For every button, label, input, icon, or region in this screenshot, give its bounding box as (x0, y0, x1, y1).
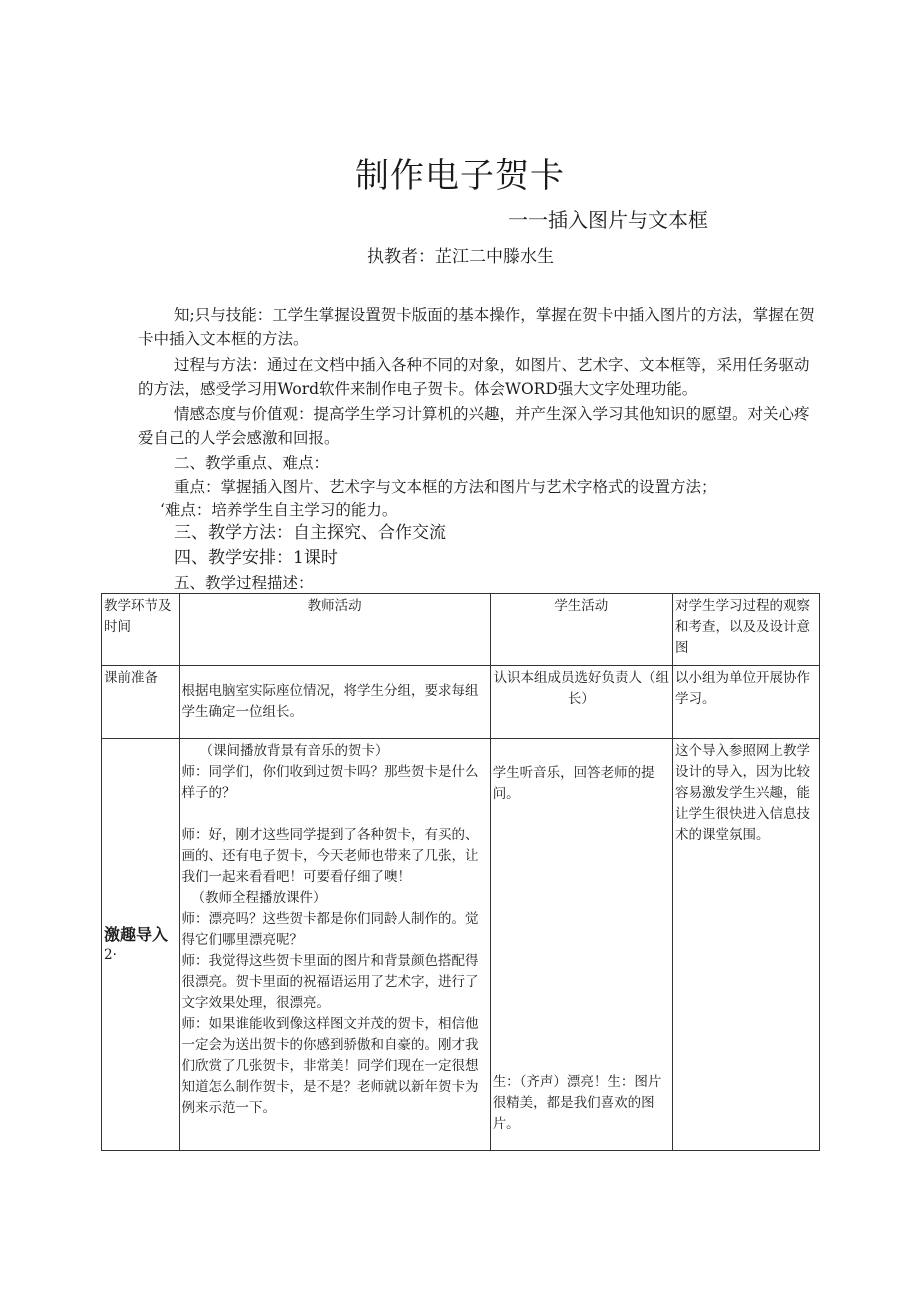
row2-student (490, 739, 672, 1151)
header-design: 对学生学习过程的观察和考查，以及及设计意图 (672, 594, 819, 666)
teacher-line: 师：如果谁能收到像这样图文并茂的贺卡，相信他一定会为送出贺卡的你感到骄傲和自豪的。刚才我们欣赏了几张贺卡，非常美！同学们现在一定很想知道怎么制作贺卡，是不是？老师就以新年贺卡为例来示范一下。 (181, 1016, 479, 1116)
teacher-line: （课间播放背景有音乐的贺卡） (199, 743, 389, 759)
author-line: 执教者：芷江二中滕水生 (367, 247, 554, 267)
table-row (102, 666, 820, 739)
teaching-process-table (101, 593, 820, 1151)
section-3-heading: 三、教学方法：自主探究、合作交流 (174, 523, 446, 543)
section-5-heading: 五、教学过程描述： (174, 574, 314, 592)
header-teacher: 教师活动 (179, 594, 490, 666)
row2-stage: 激趣导入 (104, 924, 169, 944)
section-4-heading: 四、教学安排：1课时 (174, 548, 338, 568)
student-line: 学生听音乐，回答老师的提问。 (492, 765, 655, 802)
objective-knowledge: 知;只与技能：工学生掌握设置贺卡版面的基本操作，掌握在贺卡中插入图片的方法，掌握在贺卡中插入文本框的方法。 (138, 306, 815, 348)
table-row (102, 739, 820, 1151)
row1-student: 认识本组成员选好负责人（组长） (490, 666, 672, 739)
header-student: 学生活动 (490, 594, 672, 666)
row1-teacher: 根据电脑室实际座位情况，将学生分组，要求每组学生确定一位组长。 (179, 666, 490, 739)
objective-process: 过程与方法：通过在文档中插入各种不同的对象，如图片、艺术字、文本框等，采用任务驱动的方法，感受学习用Word软件来制作电子贺卡。体会WORD强大文字处理功能。 (138, 356, 810, 398)
row1-design: 以小组为单位开展协作学习。 (672, 666, 819, 739)
teacher-line: 师：漂亮吗？这些贺卡都是你们同龄人制作的。觉得它们哪里漂亮呢？ (181, 911, 479, 948)
teacher-line: 师：我觉得这些贺卡里面的图片和背景颜色搭配得很漂亮。贺卡里面的祝福语运用了艺术字，进行了文字效果处理，很漂亮。 (181, 953, 479, 1011)
row2-teacher (179, 739, 490, 1151)
document-subtitle: 一一插入图片与文本框 (508, 208, 708, 232)
teacher-line: （教师全程播放课件） (191, 890, 327, 906)
student-line: 生：（齐声）漂亮！生：图片很精美，都是我们喜欢的图片。 (492, 1074, 662, 1132)
row2-stage-time: 2· (104, 946, 117, 963)
row1-stage: 课前准备 (102, 666, 180, 739)
row2-design: 这个导入参照网上教学设计的导入，因为比较容易激发学生兴趣，能让学生很快进入信息技术的课堂氛围。 (672, 739, 819, 1151)
teacher-line: 师：同学们，你们收到过贺卡吗？那些贺卡是什么样子的？ (181, 764, 479, 801)
difficulty-point: ‘难点：培养学生自主学习的能力。 (160, 501, 398, 519)
section-2-heading: 二、教学重点、难点： (174, 454, 330, 472)
row2-stage-cell (102, 739, 180, 1151)
teacher-line: 师：好，刚才这些同学提到了各种贺卡，有买的、画的、还有电子贺卡，今天老师也带来了几张，让我们一起来看看吧！可要看仔细了噢！ (181, 827, 479, 885)
document-title: 制作电子贺卡 (355, 156, 565, 196)
header-stage: 教学环节及时间 (102, 594, 180, 666)
objective-emotion: 情感态度与价值观：提高学生学习计算机的兴趣，并产生深入学习其他知识的愿望。对关心疼爱自己的人学会感激和回报。 (138, 405, 810, 447)
table-header-row (102, 594, 820, 666)
key-point: 重点：掌握插入图片、艺术字与文本框的方法和图片与艺术字格式的设置方法； (174, 478, 717, 496)
